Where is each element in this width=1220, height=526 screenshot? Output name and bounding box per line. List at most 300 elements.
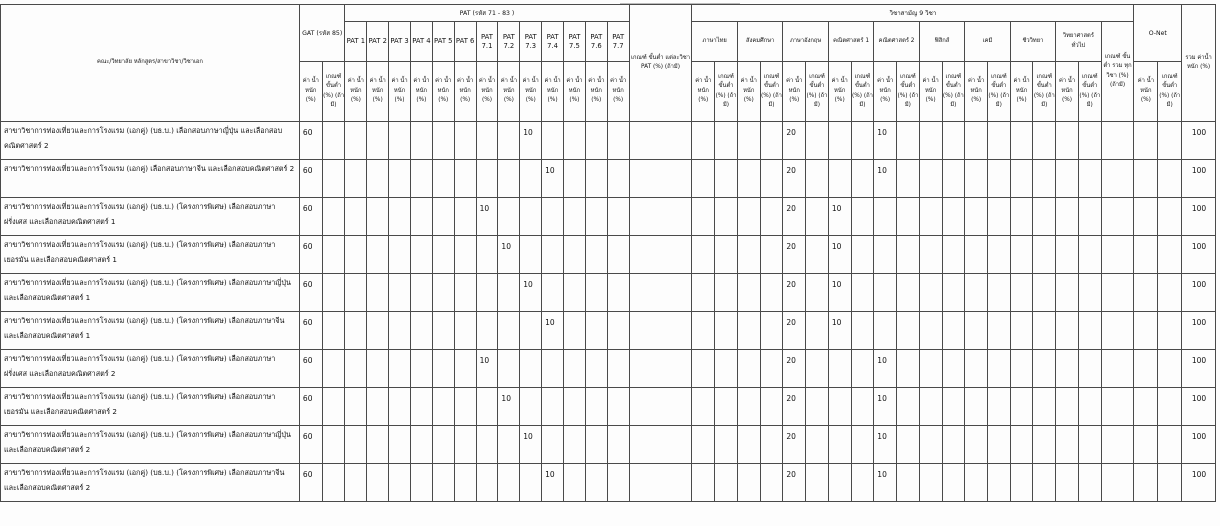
subject-min-cell: [760, 426, 783, 464]
subject-weight-cell: [1010, 312, 1033, 350]
pat-min-cell: [629, 274, 692, 312]
subject-min-cell: [942, 160, 965, 198]
subject-weight-cell: [692, 160, 715, 198]
subject-weight-cell: [1056, 198, 1079, 236]
subject-min-cell: [851, 350, 874, 388]
subject-weight-cell: [737, 388, 760, 426]
subject-weight-cell: [1056, 122, 1079, 160]
pat-weight-cell: [389, 388, 411, 426]
onet-weight-cell: [1134, 122, 1158, 160]
subject-min-cell: [897, 122, 920, 160]
pat-weight-label: ค่า น้ำ หนัก (%): [585, 62, 607, 122]
pat-min-cell: [629, 464, 692, 502]
pat-weight-cell: [520, 388, 542, 426]
subject-min-cell: [715, 160, 738, 198]
pat-weight-cell: [542, 122, 564, 160]
subject-weight-cell: [919, 426, 942, 464]
pat-weight-cell: [454, 274, 476, 312]
subject-weight-label: ค่า น้ำ หนัก (%): [828, 62, 851, 122]
subject-weight-label: ค่า น้ำ หนัก (%): [783, 62, 806, 122]
table-row: [1, 160, 1216, 198]
onet-min-cell: [1158, 274, 1182, 312]
pat-weight-cell: [410, 198, 432, 236]
subject-min-cell: [897, 350, 920, 388]
pat-weight-cell: [345, 464, 367, 502]
table-row: [1, 388, 1216, 426]
subject-weight-cell: [737, 198, 760, 236]
subject-min-label: เกณฑ์ ขั้นต่ำ (%) (ถ้ามี): [715, 62, 738, 122]
subject-min-cell: [942, 236, 965, 274]
subject-min-cell: [987, 122, 1010, 160]
pat-weight-cell: [367, 426, 389, 464]
pat-weight-cell: [410, 426, 432, 464]
program-name-cell: สาขาวิชาการท่องเที่ยวและการโรงแรม (เอกคู่) (บธ.บ.) (โครงการพิเศษ) เลือกสอบภาษาญี่ปุ่น และเลือกสอบคณิตศาสตร์ 1: [1, 274, 300, 312]
pat-min-cell: [629, 312, 692, 350]
subject-min-label: เกณฑ์ ขั้นต่ำ (%) (ถ้ามี): [942, 62, 965, 122]
pat-weight-cell: [454, 312, 476, 350]
pat-weight-cell: [410, 388, 432, 426]
subject-min-cell: [942, 464, 965, 502]
subject-weight-cell: [919, 312, 942, 350]
overall-min-header: เกณฑ์ ขั้นต่ำ รวม ทุกวิชา (%) (ถ้ามี): [1101, 22, 1134, 122]
gat-weight-cell: 60: [299, 160, 322, 198]
onet-weight-cell: [1134, 160, 1158, 198]
pat-weight-cell: [345, 350, 367, 388]
total-weight-cell: 100: [1182, 198, 1216, 236]
subject-weight-cell: [737, 464, 760, 502]
subject-min-cell: [851, 160, 874, 198]
pat-weight-cell: [410, 274, 432, 312]
onet-weight-cell: [1134, 350, 1158, 388]
subject-weight-cell: [737, 312, 760, 350]
subject-min-cell: [1033, 388, 1056, 426]
pat-weight-cell: [389, 426, 411, 464]
table-row: [1, 350, 1216, 388]
pat-code-header: PAT 3: [389, 22, 411, 62]
pat-weight-cell: [542, 274, 564, 312]
pat-weight-cell: [454, 122, 476, 160]
subject-min-cell: [806, 312, 829, 350]
subject-weight-label: ค่า น้ำ หนัก (%): [692, 62, 715, 122]
subject-weight-cell: [1010, 388, 1033, 426]
subject-weight-cell: [692, 388, 715, 426]
gat-weight-cell: 60: [299, 350, 322, 388]
pat-min-cell: [629, 198, 692, 236]
pat-weight-cell: 10: [498, 236, 520, 274]
subject-weight-cell: [919, 122, 942, 160]
gat-min-cell: [322, 122, 345, 160]
subject-min-cell: [1078, 160, 1101, 198]
subject-min-cell: [1078, 198, 1101, 236]
pat-weight-cell: [607, 160, 629, 198]
pat-weight-cell: [585, 236, 607, 274]
pat-weight-label: ค่า น้ำ หนัก (%): [345, 62, 367, 122]
subject-min-cell: [760, 198, 783, 236]
pat-weight-cell: [389, 274, 411, 312]
pat-weight-cell: [454, 350, 476, 388]
pat-weight-cell: 10: [476, 198, 498, 236]
subject-weight-cell: [874, 198, 897, 236]
subject-weight-cell: 20: [783, 236, 806, 274]
subject-weight-cell: 10: [874, 388, 897, 426]
pat-min-header: เกณฑ์ ขั้นต่ำ แต่ละวิชา PAT (%) (ถ้ามี): [629, 5, 692, 122]
subject-min-label: เกณฑ์ ขั้นต่ำ (%) (ถ้ามี): [851, 62, 874, 122]
pat-code-header: PAT 4: [410, 22, 432, 62]
pat-code-header: PAT 7.3: [520, 22, 542, 62]
pat-weight-cell: [454, 236, 476, 274]
subject-min-cell: [760, 312, 783, 350]
gat-min-cell: [322, 464, 345, 502]
subject-min-cell: [851, 198, 874, 236]
pat-weight-cell: [345, 426, 367, 464]
subject-weight-cell: [1056, 312, 1079, 350]
subject-weight-cell: 10: [874, 350, 897, 388]
pat-weight-cell: [607, 426, 629, 464]
onet-weight-cell: [1134, 312, 1158, 350]
subject-min-cell: [1033, 426, 1056, 464]
subject-min-cell: [760, 160, 783, 198]
subject-weight-cell: 20: [783, 122, 806, 160]
subject-weight-cell: [919, 198, 942, 236]
pat-weight-cell: [498, 122, 520, 160]
subject-weight-cell: [1010, 464, 1033, 502]
pat-weight-cell: 10: [520, 426, 542, 464]
table-row: [1, 426, 1216, 464]
pat-weight-cell: [345, 198, 367, 236]
subject-min-cell: [1078, 122, 1101, 160]
nine-subject-header: ภาษาไทย: [692, 22, 737, 62]
pat-weight-cell: [607, 122, 629, 160]
pat-weight-cell: [367, 160, 389, 198]
pat-weight-cell: [607, 274, 629, 312]
pat-weight-cell: 10: [520, 274, 542, 312]
pat-code-header: PAT 2: [367, 22, 389, 62]
subject-weight-cell: [1010, 236, 1033, 274]
subject-weight-cell: 10: [874, 122, 897, 160]
pat-weight-cell: [542, 236, 564, 274]
subject-min-cell: [851, 122, 874, 160]
gat-min-cell: [322, 312, 345, 350]
subject-min-cell: [987, 274, 1010, 312]
subject-min-cell: [1033, 464, 1056, 502]
pat-weight-cell: [498, 274, 520, 312]
pat-code-header: PAT 7.2: [498, 22, 520, 62]
pat-weight-cell: [389, 312, 411, 350]
subject-min-cell: [806, 464, 829, 502]
subject-weight-cell: 10: [874, 464, 897, 502]
pat-weight-cell: [345, 312, 367, 350]
gat-weight-cell: 60: [299, 198, 322, 236]
gat-min-cell: [322, 198, 345, 236]
subject-weight-cell: 10: [828, 236, 851, 274]
pat-weight-cell: [542, 388, 564, 426]
pat-weight-cell: [585, 198, 607, 236]
pat-weight-cell: [542, 350, 564, 388]
subject-min-label: เกณฑ์ ขั้นต่ำ (%) (ถ้ามี): [987, 62, 1010, 122]
subject-min-cell: [1078, 388, 1101, 426]
overall-min-cell: [1101, 426, 1134, 464]
subject-weight-cell: 10: [828, 274, 851, 312]
total-weight-cell: 100: [1182, 312, 1216, 350]
subject-min-cell: [1078, 274, 1101, 312]
pat-weight-label: ค่า น้ำ หนัก (%): [410, 62, 432, 122]
subject-min-cell: [1033, 350, 1056, 388]
subject-weight-cell: [1056, 160, 1079, 198]
subject-min-cell: [897, 426, 920, 464]
pat-weight-cell: [476, 388, 498, 426]
nine-subject-header: ฟิสิกส์: [919, 22, 964, 62]
pat-weight-cell: [607, 388, 629, 426]
subject-weight-cell: [1056, 236, 1079, 274]
onet-min-cell: [1158, 350, 1182, 388]
pat-weight-cell: [498, 160, 520, 198]
pat-weight-cell: [432, 464, 454, 502]
subject-min-cell: [942, 274, 965, 312]
pat-min-cell: [629, 350, 692, 388]
pat-weight-cell: [607, 464, 629, 502]
pat-weight-cell: [585, 312, 607, 350]
pat-weight-cell: [410, 464, 432, 502]
gat-weight-cell: 60: [299, 464, 322, 502]
pat-weight-cell: [454, 388, 476, 426]
subject-weight-cell: 20: [783, 274, 806, 312]
subject-min-cell: [1033, 198, 1056, 236]
pat-min-cell: [629, 388, 692, 426]
gat-min-cell: [322, 426, 345, 464]
subject-weight-cell: [737, 426, 760, 464]
subject-weight-cell: [919, 464, 942, 502]
pat-weight-label: ค่า น้ำ หนัก (%): [454, 62, 476, 122]
pat-code-header: PAT 1: [345, 22, 367, 62]
subject-weight-cell: [965, 160, 988, 198]
subject-min-cell: [942, 426, 965, 464]
subject-weight-cell: 20: [783, 464, 806, 502]
nine-subject-header: คณิตศาสตร์ 2: [874, 22, 919, 62]
pat-weight-cell: [564, 274, 586, 312]
subject-weight-cell: [1056, 350, 1079, 388]
pat-weight-cell: [345, 388, 367, 426]
nine-subjects-header: วิชาสามัญ 9 วิชา: [692, 5, 1134, 22]
pat-weight-cell: [607, 350, 629, 388]
subject-weight-label: ค่า น้ำ หนัก (%): [919, 62, 942, 122]
pat-weight-cell: [564, 388, 586, 426]
subject-min-label: เกณฑ์ ขั้นต่ำ (%) (ถ้ามี): [806, 62, 829, 122]
pat-weight-cell: [520, 312, 542, 350]
pat-weight-cell: [498, 464, 520, 502]
pat-weight-cell: [585, 274, 607, 312]
subject-weight-cell: [965, 274, 988, 312]
table-row: [1, 464, 1216, 502]
pat-weight-cell: [454, 426, 476, 464]
table-row: [1, 312, 1216, 350]
gat-min-cell: [322, 160, 345, 198]
subject-min-cell: [1078, 236, 1101, 274]
onet-min-label: เกณฑ์ ขั้นต่ำ (%) (ถ้ามี): [1158, 62, 1182, 122]
subject-weight-cell: [692, 350, 715, 388]
subject-min-cell: [760, 388, 783, 426]
subject-min-cell: [715, 122, 738, 160]
subject-min-cell: [897, 198, 920, 236]
subject-min-cell: [715, 198, 738, 236]
pat-weight-cell: [432, 274, 454, 312]
program-name-cell: สาขาวิชาการท่องเที่ยวและการโรงแรม (เอกคู่) (บธ.บ.) (โครงการพิเศษ) เลือกสอบภาษาฝรั่งเศส และเลือกสอบคณิตศาสตร์ 2: [1, 350, 300, 388]
pat-weight-label: ค่า น้ำ หนัก (%): [542, 62, 564, 122]
pat-weight-label: ค่า น้ำ หนัก (%): [607, 62, 629, 122]
subject-min-cell: [851, 388, 874, 426]
pat-code-header: PAT 7.5: [564, 22, 586, 62]
nine-subject-header: คณิตศาสตร์ 1: [828, 22, 873, 62]
subject-min-cell: [806, 274, 829, 312]
pat-weight-cell: [432, 236, 454, 274]
subject-weight-cell: [692, 426, 715, 464]
pat-weight-cell: [585, 350, 607, 388]
gat-min-label: เกณฑ์ ขั้นต่ำ (%) (ถ้ามี): [322, 62, 345, 122]
pat-weight-cell: [410, 122, 432, 160]
subject-weight-cell: [919, 236, 942, 274]
gat-weight-cell: 60: [299, 426, 322, 464]
gat-weight-cell: 60: [299, 236, 322, 274]
gat-weight-cell: 60: [299, 388, 322, 426]
table-row: [1, 122, 1216, 160]
subject-weight-cell: [737, 274, 760, 312]
onet-min-cell: [1158, 464, 1182, 502]
subject-weight-label: ค่า น้ำ หนัก (%): [874, 62, 897, 122]
overall-min-cell: [1101, 388, 1134, 426]
program-name-cell: สาขาวิชาการท่องเที่ยวและการโรงแรม (เอกคู่) (บธ.บ.) (โครงการพิเศษ) เลือกสอบภาษาเยอรมัน และเลือกสอบคณิตศาสตร์ 2: [1, 388, 300, 426]
pat-weight-cell: [345, 122, 367, 160]
subject-weight-cell: [965, 312, 988, 350]
pat-weight-cell: [389, 464, 411, 502]
pat-weight-cell: [585, 122, 607, 160]
subject-min-cell: [897, 388, 920, 426]
subject-weight-cell: [919, 388, 942, 426]
subject-min-cell: [987, 160, 1010, 198]
subject-weight-cell: [919, 350, 942, 388]
gat-header: GAT (รหัส 85): [299, 5, 344, 62]
pat-weight-cell: [432, 388, 454, 426]
pat-weight-cell: [564, 198, 586, 236]
program-name-cell: สาขาวิชาการท่องเที่ยวและการโรงแรม (เอกคู่) (บธ.บ.) (โครงการพิเศษ) เลือกสอบภาษาฝรั่งเศส และเลือกสอบคณิตศาสตร์ 1: [1, 198, 300, 236]
subject-weight-label: ค่า น้ำ หนัก (%): [1010, 62, 1033, 122]
subject-weight-cell: 10: [828, 312, 851, 350]
pat-weight-cell: 10: [520, 122, 542, 160]
pat-weight-label: ค่า น้ำ หนัก (%): [498, 62, 520, 122]
gat-weight-cell: 60: [299, 312, 322, 350]
subject-min-cell: [806, 160, 829, 198]
subject-min-cell: [897, 236, 920, 274]
total-weight-cell: 100: [1182, 122, 1216, 160]
subject-min-label: เกณฑ์ ขั้นต่ำ (%) (ถ้ามี): [897, 62, 920, 122]
pat-code-header: PAT 7.6: [585, 22, 607, 62]
subject-min-cell: [1033, 312, 1056, 350]
pat-weight-cell: [520, 464, 542, 502]
subject-min-cell: [942, 388, 965, 426]
subject-weight-cell: 10: [828, 198, 851, 236]
subject-min-cell: [987, 426, 1010, 464]
pat-weight-cell: [367, 274, 389, 312]
subject-weight-cell: 20: [783, 350, 806, 388]
nine-subject-header: วิทยาศาสตร์ทั่วไป: [1056, 22, 1101, 62]
subject-min-cell: [806, 388, 829, 426]
pat-min-cell: [629, 426, 692, 464]
onet-weight-label: ค่า น้ำ หนัก (%): [1134, 62, 1158, 122]
subject-weight-cell: [965, 464, 988, 502]
total-weight-cell: 100: [1182, 388, 1216, 426]
pat-weight-cell: [454, 464, 476, 502]
pat-weight-cell: [454, 198, 476, 236]
overall-min-cell: [1101, 160, 1134, 198]
pat-weight-cell: [564, 160, 586, 198]
pat-weight-cell: [564, 122, 586, 160]
pat-weight-cell: 10: [498, 388, 520, 426]
pat-weight-cell: [476, 236, 498, 274]
subject-weight-cell: [692, 198, 715, 236]
gat-weight-label: ค่า น้ำ หนัก (%): [299, 62, 322, 122]
subject-weight-cell: 20: [783, 198, 806, 236]
pat-weight-cell: [564, 350, 586, 388]
subject-weight-cell: [828, 388, 851, 426]
pat-weight-cell: [520, 350, 542, 388]
subject-min-cell: [806, 236, 829, 274]
overall-min-cell: [1101, 236, 1134, 274]
pat-weight-cell: [520, 160, 542, 198]
subject-min-cell: [1033, 160, 1056, 198]
subject-min-cell: [715, 236, 738, 274]
pat-weight-cell: [410, 160, 432, 198]
pat-weight-cell: [498, 312, 520, 350]
overall-min-cell: [1101, 122, 1134, 160]
admission-weight-table: [0, 4, 1216, 502]
pat-code-header: PAT 7.1: [476, 22, 498, 62]
pat-weight-cell: [476, 464, 498, 502]
program-name-cell: สาขาวิชาการท่องเที่ยวและการโรงแรม (เอกคู่) (บธ.บ.) (โครงการพิเศษ) เลือกสอบภาษาจีน และเลือกสอบคณิตศาสตร์ 1: [1, 312, 300, 350]
subject-weight-cell: 20: [783, 388, 806, 426]
pat-weight-cell: [585, 388, 607, 426]
subject-min-label: เกณฑ์ ขั้นต่ำ (%) (ถ้ามี): [1033, 62, 1056, 122]
nine-subject-header: ภาษาอังกฤษ: [783, 22, 828, 62]
pat-weight-cell: [367, 198, 389, 236]
subject-weight-cell: 20: [783, 312, 806, 350]
pat-weight-cell: [476, 426, 498, 464]
total-weight-cell: 100: [1182, 350, 1216, 388]
subject-min-cell: [942, 350, 965, 388]
onet-weight-cell: [1134, 198, 1158, 236]
pat-weight-label: ค่า น้ำ หนัก (%): [389, 62, 411, 122]
onet-weight-cell: [1134, 464, 1158, 502]
pat-min-cell: [629, 122, 692, 160]
overall-min-cell: [1101, 312, 1134, 350]
pat-weight-cell: 10: [476, 350, 498, 388]
subject-weight-label: ค่า น้ำ หนัก (%): [965, 62, 988, 122]
subject-weight-cell: [692, 122, 715, 160]
onet-min-cell: [1158, 236, 1182, 274]
pat-weight-cell: [389, 198, 411, 236]
pat-weight-cell: [498, 350, 520, 388]
table-body: [1, 122, 1216, 502]
subject-min-cell: [760, 464, 783, 502]
subject-min-label: เกณฑ์ ขั้นต่ำ (%) (ถ้ามี): [760, 62, 783, 122]
subject-min-cell: [715, 426, 738, 464]
program-name-cell: สาขาวิชาการท่องเที่ยวและการโรงแรม (เอกคู่) (บธ.บ.) เลือกสอบภาษาญี่ปุ่น และเลือกสอบคณิตศาสตร์ 2: [1, 122, 300, 160]
nine-subject-header: ชีววิทยา: [1010, 22, 1055, 62]
pat-weight-cell: [389, 160, 411, 198]
pat-min-cell: [629, 236, 692, 274]
subject-weight-cell: [692, 312, 715, 350]
subject-min-cell: [806, 350, 829, 388]
subject-min-cell: [760, 122, 783, 160]
subject-weight-cell: [965, 426, 988, 464]
pat-weight-cell: [585, 426, 607, 464]
